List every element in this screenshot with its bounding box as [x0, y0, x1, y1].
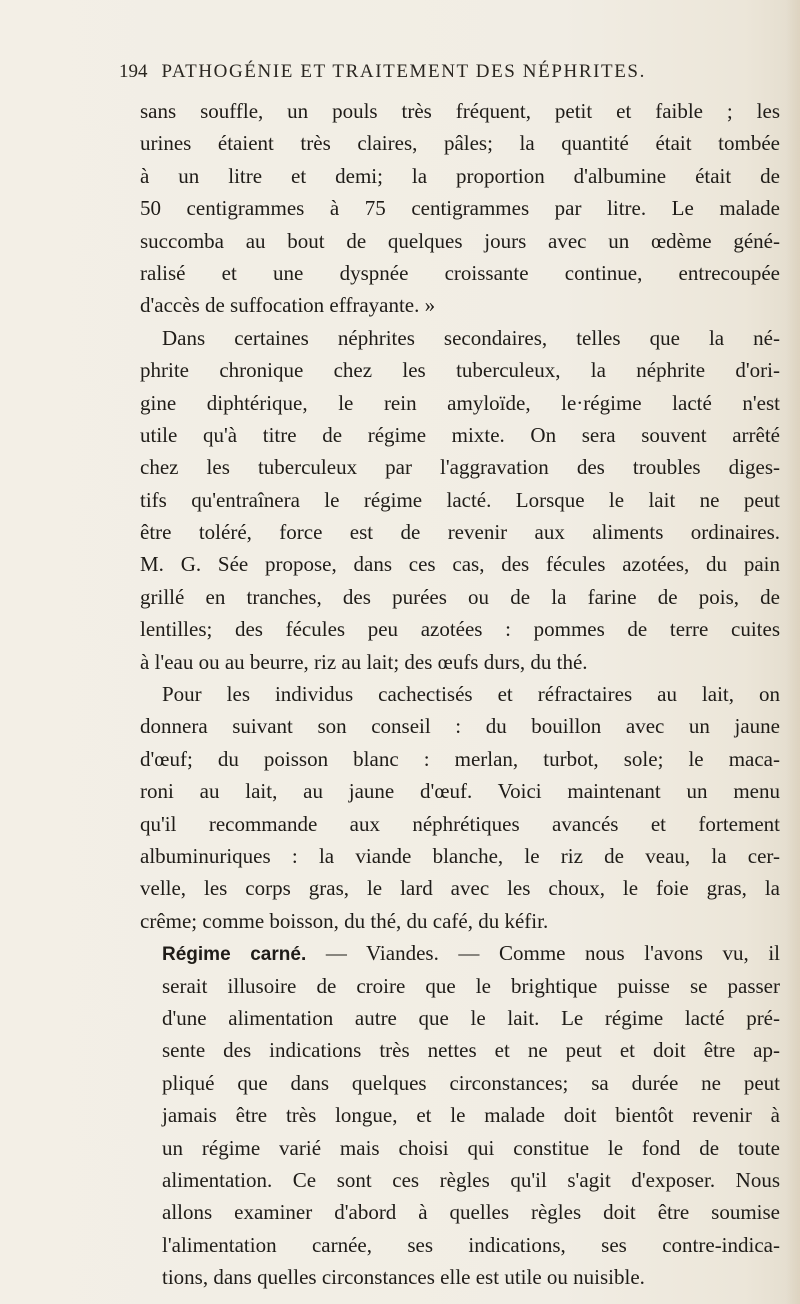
text-line: être toléré, force est de revenir aux aliments ordinaires.: [140, 520, 780, 545]
text-line: albuminuriques : la viande blanche, le riz de veau, la cer-: [140, 843, 780, 868]
paragraph-3: [140, 678, 780, 937]
text-line: M. G. Sée propose, dans ces cas, des fécules azotées, du pain: [140, 552, 780, 577]
text-line: roni au lait, au jaune d'œuf. Voici maintenant un menu: [140, 779, 780, 804]
text-line: l'alimentation carnée, ses indications, ses contre-indica-: [162, 1232, 780, 1257]
text-line: lentilles; des fécules peu azotées : pommes de terre cuites: [140, 617, 780, 642]
text-line: serait illusoire de croire que le brightique puisse se passer: [162, 973, 780, 998]
text-line: à l'eau ou au beurre, riz au lait; des œufs durs, du thé.: [140, 649, 588, 674]
text-line: utile qu'à titre de régime mixte. On sera souvent arrêté: [140, 422, 780, 447]
text-line: succomba au bout de quelques jours avec un œdème géné-: [140, 228, 780, 253]
text-line: qu'il recommande aux néphrétiques avancés et fortement: [140, 811, 780, 836]
text-line: chez les tuberculeux par l'aggravation des troubles diges-: [140, 455, 780, 480]
text-line: [140, 937, 780, 969]
text-line: jamais être très longue, et le malade doit bientôt revenir à: [162, 1103, 780, 1128]
text-line: alimentation. Ce sont ces règles qu'il s'agit d'exposer. Nous: [162, 1167, 780, 1192]
text-line: 50 centigrammes à 75 centigrammes par litre. Le malade: [140, 196, 780, 221]
text-line: grillé en tranches, des purées ou de la farine de pois, de: [140, 584, 780, 609]
paragraph-1: [140, 95, 780, 322]
text-line: urines étaient très claires, pâles; la quantité était tombée: [140, 131, 780, 156]
text-line: crême; comme boisson, du thé, du café, du kéfir.: [140, 908, 549, 933]
text-line: sente des indications très nettes et ne peut et doit être ap-: [162, 1038, 780, 1063]
text-line: d'œuf; du poisson blanc : merlan, turbot, sole; le maca-: [140, 746, 780, 771]
page-edge-shadow: [786, 0, 800, 1304]
text-line: allons examiner d'abord à quelles règles doit être soumise: [162, 1200, 780, 1225]
text-line: ralisé et une dyspnée croissante continue, entrecoupée: [140, 260, 780, 285]
page-number: 194: [119, 61, 148, 82]
text-line: sans souffle, un pouls très fréquent, petit et faible ; les: [140, 99, 780, 123]
text-line: donnera suivant son conseil : du bouillon avec un jaune: [140, 714, 780, 739]
text-line-rest: — Viandes. — Comme nous l'avons vu, il: [306, 941, 780, 966]
text-line: tions, dans quelles circonstances elle est utile ou nuisible.: [162, 1265, 645, 1290]
paragraph-2: [140, 322, 780, 678]
text-line: à un litre et demi; la proportion d'albumine était de: [140, 163, 780, 188]
text-line: un régime varié mais choisi qui constitue le fond de toute: [162, 1135, 780, 1160]
section-heading: Régime carné.: [162, 944, 307, 966]
text-line: tifs qu'entraînera le régime lacté. Lorsque le lait ne peut: [140, 487, 780, 512]
paragraph-4: [140, 937, 780, 1293]
text-line: d'une alimentation autre que le lait. Le régime lacté pré-: [162, 1005, 780, 1030]
running-header: [119, 56, 779, 88]
text-line: Pour les individus cachectisés et réfractaires au lait, on: [162, 682, 780, 707]
text-line: Dans certaines néphrites secondaires, telles que la né-: [162, 325, 780, 350]
text-line: pliqué que dans quelques circonstances; sa durée ne peut: [162, 1070, 780, 1095]
body-text: [140, 95, 780, 1293]
running-title: PATHOGÉNIE ET TRAITEMENT DES NÉPHRITES.: [161, 61, 646, 82]
text-line: d'accès de suffocation effrayante. »: [140, 293, 436, 318]
text-line: gine diphtérique, le rein amyloïde, le·régime lacté n'est: [140, 390, 780, 415]
text-line: phrite chronique chez les tuberculeux, la néphrite d'ori-: [140, 358, 780, 383]
text-line: velle, les corps gras, le lard avec les choux, le foie gras, la: [140, 876, 780, 901]
